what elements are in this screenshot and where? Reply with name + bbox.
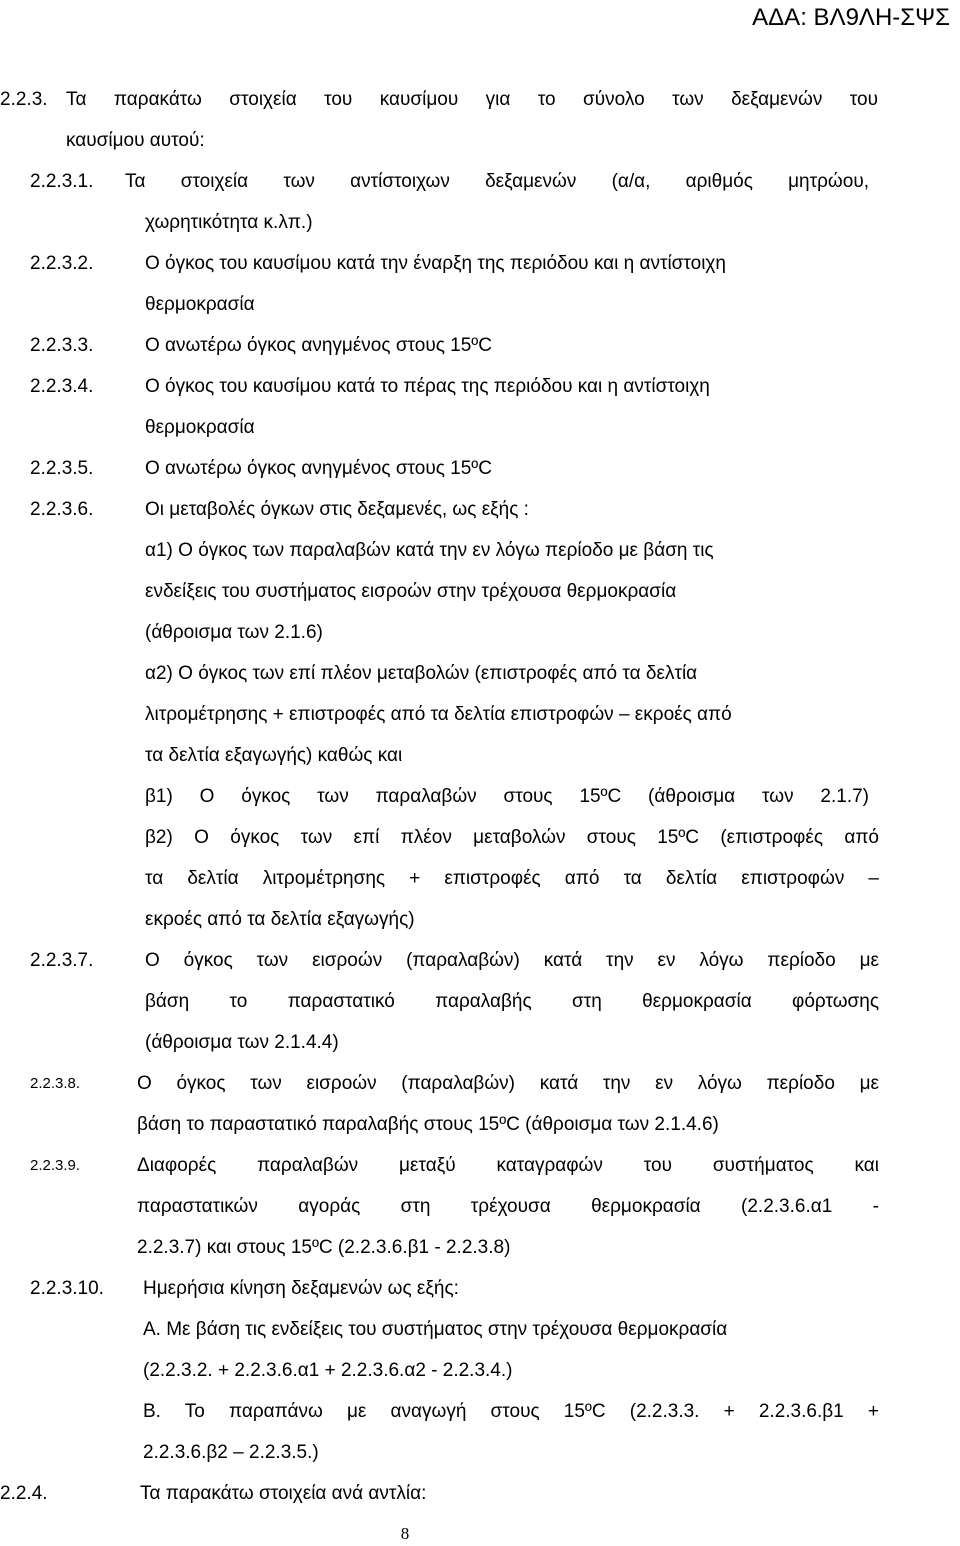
- section-text-cont: (άθροισμα των 2.1.4.4): [145, 1032, 339, 1053]
- section-number: 2.2.3.2.: [30, 253, 94, 274]
- section-number: 2.2.3.4.: [30, 376, 94, 397]
- item-b2: β2) Ο όγκος των επί πλέον μεταβολών στους 15ºC (επιστροφές από: [145, 827, 879, 848]
- section-number: 2.2.3.10.: [30, 1278, 104, 1299]
- section-number: 2.2.4.: [0, 1483, 48, 1504]
- item-a: Α. Με βάση τις ενδείξεις του συστήματος στην τρέχουσα θερμοκρασία: [143, 1319, 728, 1340]
- section-text: Ο όγκος του καυσίμου κατά την έναρξη της περιόδου και η αντίστοιχη: [145, 253, 726, 274]
- section-text-cont: βάση το παραστατικό παραλαβής στους 15ºC (άθροισμα των 2.1.4.6): [137, 1114, 719, 1135]
- section-text: Οι μεταβολές όγκων στις δεξαμενές, ως εξής :: [145, 499, 529, 520]
- item-a1: α1) Ο όγκος των παραλαβών κατά την εν λόγω περίοδο με βάση τις: [145, 540, 714, 561]
- item-b2-cont: τα δελτία λιτρομέτρησης + επιστροφές από τα δελτία επιστροφών –: [145, 868, 879, 889]
- item-a2-cont: λιτρομέτρησης + επιστροφές από τα δελτία επιστροφών – εκροές από: [145, 704, 732, 725]
- section-text: Τα παρακάτω στοιχεία ανά αντλία:: [140, 1483, 427, 1504]
- section-text-cont: παραστατικών αγοράς στη τρέχουσα θερμοκρασία (2.2.3.6.α1 -: [137, 1196, 879, 1217]
- section-text: Τα στοιχεία των αντίστοιχων δεξαμενών (α/α, αριθμός μητρώου,: [125, 171, 869, 192]
- section-number: 2.2.3.6.: [30, 499, 94, 520]
- item-a2: α2) Ο όγκος των επί πλέον μεταβολών (επιστροφές από τα δελτία: [145, 663, 698, 684]
- section-text-cont: θερμοκρασία: [145, 417, 255, 438]
- item-b2-cont: εκροές από τα δελτία εξαγωγής): [145, 909, 415, 930]
- item-a2-cont: τα δελτία εξαγωγής) καθώς και: [145, 745, 403, 766]
- item-a1-cont: (άθροισμα των 2.1.6): [145, 622, 323, 643]
- section-text: Ο όγκος του καυσίμου κατά το πέρας της περιόδου και η αντίστοιχη: [145, 376, 710, 397]
- section-number: 2.2.3.5.: [30, 458, 94, 479]
- section-text-cont: θερμοκρασία: [145, 294, 255, 315]
- section-text: Ημερήσια κίνηση δεξαμενών ως εξής:: [143, 1278, 459, 1299]
- section-number: 2.2.3.9.: [30, 1157, 81, 1174]
- section-text-cont: χωρητικότητα κ.λπ.): [145, 212, 313, 233]
- section-text: Ο όγκος των εισροών (παραλαβών) κατά την εν λόγω περίοδο με: [137, 1073, 879, 1094]
- page-number: 8: [400, 1524, 410, 1543]
- section-number: 2.2.3.7.: [30, 950, 94, 971]
- item-a1-cont: ενδείξεις του συστήματος εισροών στην τρέχουσα θερμοκρασία: [145, 581, 677, 602]
- item-b1: β1) Ο όγκος των παραλαβών στους 15ºC (άθροισμα των 2.1.7): [145, 786, 869, 807]
- section-text: Ο ανωτέρω όγκος ανηγμένος στους 15ºC: [145, 335, 492, 356]
- item-a-cont: (2.2.3.2. + 2.2.3.6.α1 + 2.2.3.6.α2 - 2.2.3.4.): [143, 1360, 513, 1381]
- ada-identifier: ΑΔΑ: ΒΛ9ΛΗ-ΣΨΣ: [752, 4, 950, 31]
- section-2-2-3: [0, 88, 878, 112]
- item-b-cont: 2.2.3.6.β2 – 2.2.3.5.): [143, 1442, 319, 1463]
- section-text-cont: 2.2.3.7) και στους 15ºC (2.2.3.6.β1 - 2.2.3.8): [137, 1237, 511, 1258]
- section-text: Διαφορές παραλαβών μεταξύ καταγραφών του συστήματος και: [137, 1155, 879, 1176]
- section-text: Ο ανωτέρω όγκος ανηγμένος στους 15ºC: [145, 458, 492, 479]
- section-number: 2.2.3.1.: [30, 171, 94, 192]
- section-text-cont: βάση το παραστατικό παραλαβής στη θερμοκρασία φόρτωσης: [145, 991, 879, 1012]
- section-number: 2.2.3.3.: [30, 335, 94, 356]
- section-number: 2.2.3.: [0, 89, 48, 110]
- section-text-cont: καυσίμου αυτού:: [66, 130, 205, 151]
- item-b: Β. Το παραπάνω με αναγωγή στους 15ºC (2.2.3.3. + 2.2.3.6.β1 +: [143, 1401, 879, 1422]
- section-text: Τα παρακάτω στοιχεία του καυσίμου για το σύνολο των δεξαμενών του: [66, 89, 878, 110]
- section-text: Ο όγκος των εισροών (παραλαβών) κατά την εν λόγω περίοδο με: [145, 950, 879, 971]
- section-number: 2.2.3.8.: [30, 1075, 81, 1092]
